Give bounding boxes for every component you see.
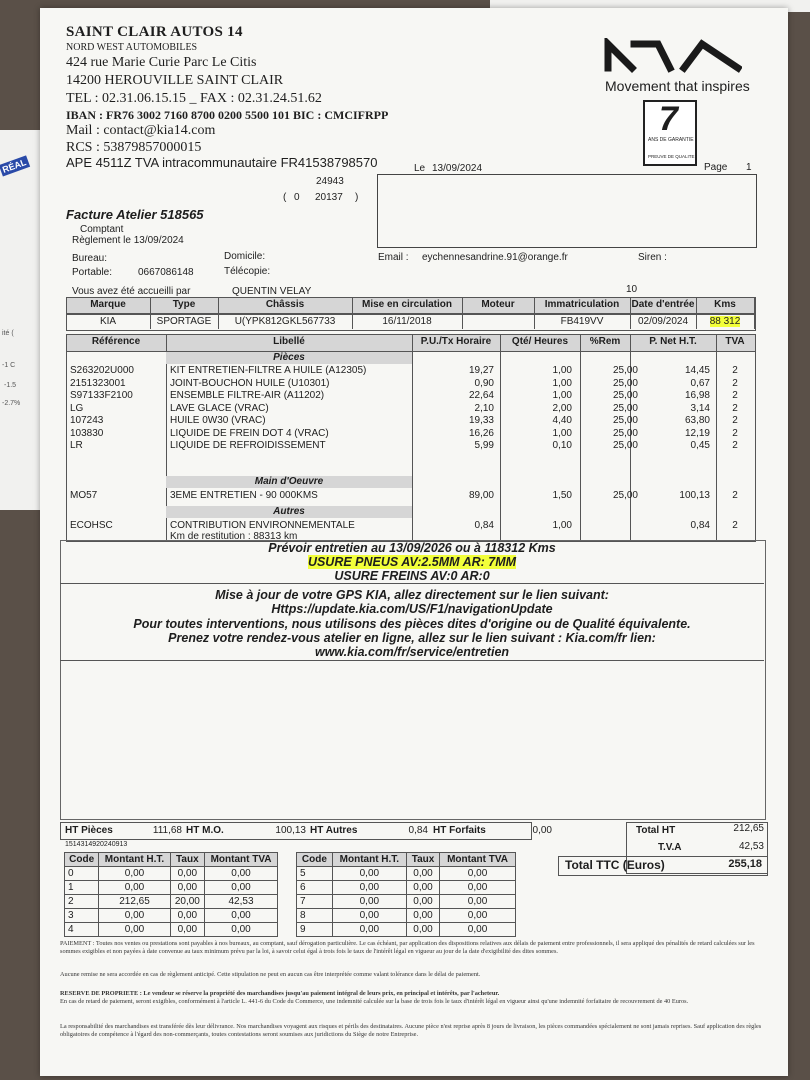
items-header-tva: TVA: [725, 336, 745, 347]
vehicle-value-type: [150, 316, 218, 328]
brake-wear-text: USURE FREINS AV:0 AR:0: [334, 569, 490, 583]
item-net: 0,84: [690, 520, 710, 531]
invoice-date: 13/09/2024: [432, 163, 483, 174]
payment-type: Comptant: [80, 224, 124, 235]
vehicle-header-kms: Kms: [714, 299, 736, 310]
vat-cell: 0,00: [440, 923, 516, 937]
items-header-libelle: Libellé: [273, 336, 305, 347]
vat-cell: 0,00: [406, 909, 439, 923]
item-unit-price: 16,26: [468, 427, 494, 439]
item-discount: 25,00: [612, 415, 638, 426]
vat-cell: 212,65: [99, 895, 170, 909]
tva-value: 42,53: [738, 841, 764, 852]
vehicle-header-marque: Marque: [90, 299, 126, 310]
vat-table-right: [296, 852, 516, 937]
vat-cell: 0,00: [332, 923, 406, 937]
items-header-rem: %Rem: [589, 336, 621, 347]
vat-cell: 0,00: [406, 867, 439, 881]
garage-name: SAINT CLAIR AUTOS 14: [66, 24, 243, 40]
payment-date: Règlement le 13/09/2024: [72, 235, 184, 246]
item-tva: 2: [732, 390, 738, 401]
items-header-reference: Référence: [91, 336, 141, 347]
accueil-code: 10: [626, 284, 638, 295]
kia-tagline: Movement that inspires: [605, 78, 750, 94]
item-unit-price: 0,90: [474, 377, 494, 389]
message-divider: [60, 583, 764, 584]
item-quantity: 4,40: [552, 415, 572, 426]
accueil-name: QUENTIN VELAY: [232, 286, 312, 297]
vat-header: Code: [65, 853, 99, 867]
warranty-line1: ANS DE GARANTIE: [648, 137, 694, 143]
vat-cell: 0,00: [170, 867, 204, 881]
item-net: 14,45: [684, 365, 710, 376]
garage-iban: IBAN : FR76 3002 7160 8700 0200 5500 101 BIC : CMCIFRPP: [66, 108, 389, 122]
item-ref: ECOHSC: [70, 520, 113, 531]
vat-cell: 42,53: [205, 895, 278, 909]
vat-header: Montant H.T.: [99, 853, 170, 867]
vat-cell: 0,00: [440, 895, 516, 909]
vehicle-value-mise-en-circulation: [352, 316, 462, 328]
item-discount: 25,00: [612, 490, 638, 501]
item-tva: 2: [732, 520, 738, 531]
item-label: LIQUIDE DE FREIN DOT 4 (VRAC): [170, 427, 329, 439]
legal-reserve: RESERVE DE PROPRIETE : Le vendeur se réserve la propriété des marchandises jusqu'au paiement intégral de leurs prix, en principal et intérêts, par l'acheteur.: [60, 990, 500, 997]
vat-header: Montant TVA: [440, 853, 516, 867]
portable-value: 0667086148: [138, 267, 194, 278]
vat-cell: 9: [297, 923, 333, 937]
code-1: 24943: [316, 176, 344, 187]
item-quantity: 1,00: [552, 377, 572, 389]
code-2-a: 0: [294, 192, 300, 203]
code-2-open: (: [283, 192, 287, 203]
vehicle-value-text: U(YPK812GKL567733: [234, 316, 336, 327]
vehicle-value-text: 02/09/2024: [637, 316, 689, 327]
invoice-date-label: Le: [414, 163, 426, 174]
items-header-qty: Qté/ Heures: [511, 336, 569, 347]
legal-retard: En cas de retard de paiement, seront exigibles, conformément à l'article L. 441-6 du Code du Commerce, une indemnité calculée sur la base de trois fois le taux d'intérêt légal en vigueur ainsi qu'une indemnité forfaitaire de recouvrement de 40 Euros.: [60, 998, 689, 1005]
item-label: HUILE 0W30 (VRAC): [170, 415, 266, 426]
vat-header: Code: [297, 853, 333, 867]
item-tva: 2: [732, 415, 738, 426]
item-label: LIQUIDE DE REFROIDISSEMENT: [170, 440, 326, 451]
vat-cell: 20,00: [170, 895, 204, 909]
vat-table-left: [64, 852, 278, 937]
vehicle-value-chassis: [218, 316, 352, 328]
vat-cell: 0,00: [170, 909, 204, 923]
item-net: 0,45: [690, 440, 710, 451]
item-net: 63,80: [684, 415, 710, 426]
code-2-close: ): [355, 192, 359, 203]
vehicle-header-mise-en-circulation: Mise en circulation: [361, 299, 453, 310]
barcode-number: 1514314920240913: [65, 841, 128, 848]
garage-ape: APE 4511Z TVA intracommunautaire FR41538798570: [66, 155, 378, 170]
vehicle-value-marque: [66, 316, 150, 328]
garage-mail: Mail : contact@kia14.com: [66, 123, 216, 138]
tyre-wear-text: [60, 555, 764, 569]
items-section-label: Main d'Oeuvre: [254, 476, 324, 487]
vat-cell: 0,00: [99, 923, 170, 937]
vehicle-value-text: 16/11/2018: [382, 316, 432, 327]
background-text: -1.5: [4, 382, 17, 389]
items-section-label: Pièces: [273, 352, 305, 363]
message-divider: [60, 660, 764, 661]
item-quantity: 0,10: [552, 440, 572, 451]
ht-autres-label: HT Autres: [310, 825, 358, 836]
vehicle-header-immatriculation: Immatriculation: [544, 299, 620, 310]
vat-cell: 0,00: [440, 909, 516, 923]
vehicle-value-text: KIA: [99, 316, 117, 327]
warranty-badge: [643, 100, 697, 166]
item-ref: 103830: [70, 427, 104, 439]
vat-cell: 8: [297, 909, 333, 923]
vat-cell: 0,00: [332, 867, 406, 881]
item-label: LAVE GLACE (VRAC): [170, 402, 269, 414]
accueil-label: Vous avez été accueilli par: [72, 286, 191, 297]
vehicle-value-text: SPORTAGE: [156, 316, 212, 327]
vat-cell: 0,00: [440, 881, 516, 895]
vat-cell: 0,00: [99, 867, 170, 881]
item-tva: 2: [732, 427, 738, 439]
item-quantity: 1,50: [552, 490, 572, 501]
ht-pieces-label: HT Pièces: [65, 825, 113, 836]
vat-cell: 5: [297, 867, 333, 881]
item-tva: 2: [732, 402, 738, 414]
vat-cell: 1: [65, 881, 99, 895]
bureau-label: Bureau:: [72, 253, 108, 264]
vehicle-header-chassis: Châssis: [265, 299, 305, 310]
item-net: 12,19: [684, 427, 710, 439]
vehicle-value-immatriculation: [534, 316, 630, 328]
legal-responsabilite: La responsabilité des marchandises est transférée dès leur délivrance. Nos marchandises voyagent aux risques et périls des destinataires. Aucune pièce n'est reprise après 8 jours de livraison, les pièces commandées spécialement ne sont jamais reprises. Sauf application des règles obligatoires de compétence à l'égard des non-commerçants, toutes contestations seront soumises aux juridictions du Siège de notre Entreprise.: [60, 1023, 762, 1038]
vat-cell: 7: [297, 895, 333, 909]
ht-autres-value: 0,84: [408, 825, 428, 836]
total-ht-label: Total HT: [636, 825, 676, 836]
vat-cell: 0,00: [332, 909, 406, 923]
item-tva: 2: [732, 377, 738, 389]
vat-cell: 0,00: [205, 923, 278, 937]
vat-cell: 0,00: [332, 895, 406, 909]
item-net: 3,14: [690, 402, 710, 414]
item-quantity: 1,00: [552, 390, 572, 401]
vat-cell: 0: [65, 867, 99, 881]
total-ttc-label: Total TTC (Euros): [565, 858, 665, 872]
item-unit-price: 22,64: [468, 390, 494, 401]
item-label: KIT ENTRETIEN-FILTRE A HUILE (A12305): [170, 365, 367, 376]
telecopie-label: Télécopie:: [224, 266, 271, 277]
item-label: JOINT-BOUCHON HUILE (U10301): [170, 377, 330, 389]
rdv-line2: www.kia.com/fr/service/entretien: [314, 645, 510, 659]
item-discount: 25,00: [612, 427, 638, 439]
item-net: 100,13: [679, 490, 710, 501]
gps-line2: Https://update.kia.com/US/F1/navigationUpdate: [271, 602, 553, 616]
legal-payment: PAIEMENT : Toutes nos ventes ou prestations sont payables à nos bureaux, au comptant, sauf dérogation particulière. Le cas échéant, par application des dispositions relatives aux délais de paiement entre professionnels, il sera appliqué des pénalités de retard calculées sur les sommes exigibles et non payées à date convenue au taux minimum prévu par la loi, à savoir celui égal à trois fois le taux de l'intérêt légal en vigueur au jour de la date d'exigibilité des dites sommes.: [60, 940, 755, 955]
kia-logo-icon: [602, 38, 742, 74]
km-restitution: Km de restitution : 88313 km: [170, 531, 298, 542]
item-net: 0,67: [690, 377, 710, 389]
item-discount: 25,00: [612, 365, 638, 376]
item-unit-price: 89,00: [468, 490, 494, 501]
ht-forfaits-label: HT Forfaits: [433, 825, 486, 836]
items-section-label: Autres: [273, 506, 305, 517]
garage-address1: 424 rue Marie Curie Parc Le Citis: [66, 55, 257, 70]
page-number: 1: [746, 162, 752, 173]
vehicle-header-moteur: Moteur: [481, 299, 515, 310]
item-net: 16,98: [684, 390, 710, 401]
vat-cell: 4: [65, 923, 99, 937]
background-text: -2.7%: [2, 400, 21, 407]
ht-pieces-value: 111,68: [152, 825, 182, 836]
invoice-sheet: [40, 8, 788, 1076]
item-ref: LG: [70, 402, 84, 414]
item-label: CONTRIBUTION ENVIRONNEMENTALE: [170, 520, 355, 531]
background-text: -1 C: [2, 362, 16, 369]
item-ref: MO57: [70, 490, 98, 501]
item-ref: S97133F2100: [70, 390, 133, 401]
vat-cell: 0,00: [406, 895, 439, 909]
item-ref: 2151323001: [70, 377, 126, 389]
items-header-net: P. Net H.T.: [649, 336, 697, 347]
item-quantity: 1,00: [552, 427, 572, 439]
items-header-pu: P.U./Tx Horaire: [420, 336, 492, 347]
gps-line1: Mise à jour de votre GPS KIA, allez directement sur le lien suivant:: [215, 588, 609, 602]
total-ttc-value: 255,18: [728, 858, 762, 870]
total-ht-value: 212,65: [733, 823, 764, 834]
item-ref: 107243: [70, 415, 104, 426]
vat-cell: 6: [297, 881, 333, 895]
vat-header: Montant TVA: [205, 853, 278, 867]
vat-cell: 0,00: [99, 881, 170, 895]
item-label: 3EME ENTRETIEN - 90 000KMS: [170, 490, 318, 501]
vat-header: Taux: [170, 853, 204, 867]
item-unit-price: 19,27: [468, 365, 494, 376]
item-ref: S263202U000: [70, 365, 134, 376]
ht-forfaits-value: 0,00: [532, 825, 552, 836]
email-label: Email :: [378, 252, 409, 263]
item-unit-price: 19,33: [468, 415, 494, 426]
vat-header: Montant H.T.: [332, 853, 406, 867]
item-tva: 2: [732, 440, 738, 451]
item-quantity: 1,00: [552, 520, 572, 531]
kia-logo: [602, 38, 742, 74]
tyre-wear-highlight: USURE PNEUS AV:2.5MM AR: 7MM: [307, 555, 517, 569]
ht-mo-value: 100,13: [275, 825, 306, 836]
vat-header: Taux: [406, 853, 439, 867]
domicile-label: Domicile:: [224, 251, 266, 262]
vehicle-value-date-entree: [630, 316, 696, 328]
background-text: ité (: [2, 330, 14, 337]
invoice-title: Facture Atelier 518565: [66, 207, 204, 222]
vat-cell: 0,00: [170, 923, 204, 937]
next-service-text: Prévoir entretien au 13/09/2026 ou à 118312 Kms: [268, 541, 556, 555]
vat-cell: 0,00: [170, 881, 204, 895]
vehicle-value-text: FB419VV: [560, 316, 604, 327]
item-discount: 25,00: [612, 402, 638, 414]
tva-label: T.V.A: [658, 842, 682, 853]
vat-cell: 0,00: [440, 867, 516, 881]
vat-cell: 0,00: [99, 909, 170, 923]
item-tva: 2: [732, 365, 738, 376]
vat-cell: 0,00: [205, 881, 278, 895]
email-value: eychennesandrine.91@orange.fr: [422, 252, 568, 263]
code-2-b: 20137: [315, 192, 343, 203]
vat-cell: 3: [65, 909, 99, 923]
vehicle-header-date-entree: Date d'entrée: [631, 299, 695, 310]
garage-subtitle: NORD WEST AUTOMOBILES: [66, 42, 198, 53]
vat-cell: 0,00: [406, 923, 439, 937]
vat-cell: 0,00: [205, 909, 278, 923]
customer-address-box: [377, 174, 757, 248]
garage-address2: 14200 HEROUVILLE SAINT CLAIR: [66, 73, 284, 88]
item-discount: 25,00: [612, 390, 638, 401]
vehicle-value-text: 88 312: [709, 316, 741, 327]
siren-label: Siren :: [638, 252, 667, 263]
item-unit-price: 5,99: [474, 440, 494, 451]
vat-cell: 0,00: [332, 881, 406, 895]
vat-cell: 0,00: [406, 881, 439, 895]
vat-cell: 0,00: [205, 867, 278, 881]
portable-label: Portable:: [72, 267, 113, 278]
vat-cell: 2: [65, 895, 99, 909]
item-quantity: 2,00: [552, 402, 572, 414]
legal-remise: Aucune remise ne sera accordée en cas de règlement anticipé. Cette stipulation ne peut en aucun cas être interprétée comme valant tolérance dans le délai de paiement.: [60, 971, 481, 978]
item-label: ENSEMBLE FILTRE-AIR (A11202): [170, 390, 325, 401]
page-label: Page: [704, 162, 728, 173]
item-discount: 25,00: [612, 440, 638, 451]
item-quantity: 1,00: [552, 365, 572, 376]
vehicle-value-kms: [696, 316, 754, 328]
garage-rcs: RCS : 53879857000015: [66, 140, 202, 155]
vehicle-header-type: Type: [172, 299, 196, 310]
item-unit-price: 2,10: [474, 402, 494, 414]
item-tva: 2: [732, 490, 738, 501]
warranty-number: 7: [659, 100, 678, 138]
ht-mo-label: HT M.O.: [186, 825, 224, 836]
rdv-line1: Prenez votre rendez-vous atelier en ligne, allez sur le lien suivant : Kia.com/fr lien:: [168, 631, 656, 645]
warranty-line2: PREUVE DE QUALITE: [648, 154, 695, 159]
background-blue-tab: RÉAL: [0, 155, 30, 176]
item-discount: 25,00: [612, 377, 638, 389]
item-ref: LR: [70, 440, 83, 451]
item-unit-price: 0,84: [474, 520, 494, 531]
garage-phone: TEL : 02.31.06.15.15 _ FAX : 02.31.24.51.62: [66, 91, 322, 106]
parts-line: Pour toutes interventions, nous utilisons des pièces dites d'origine ou de Qualité équivalente.: [133, 617, 691, 631]
